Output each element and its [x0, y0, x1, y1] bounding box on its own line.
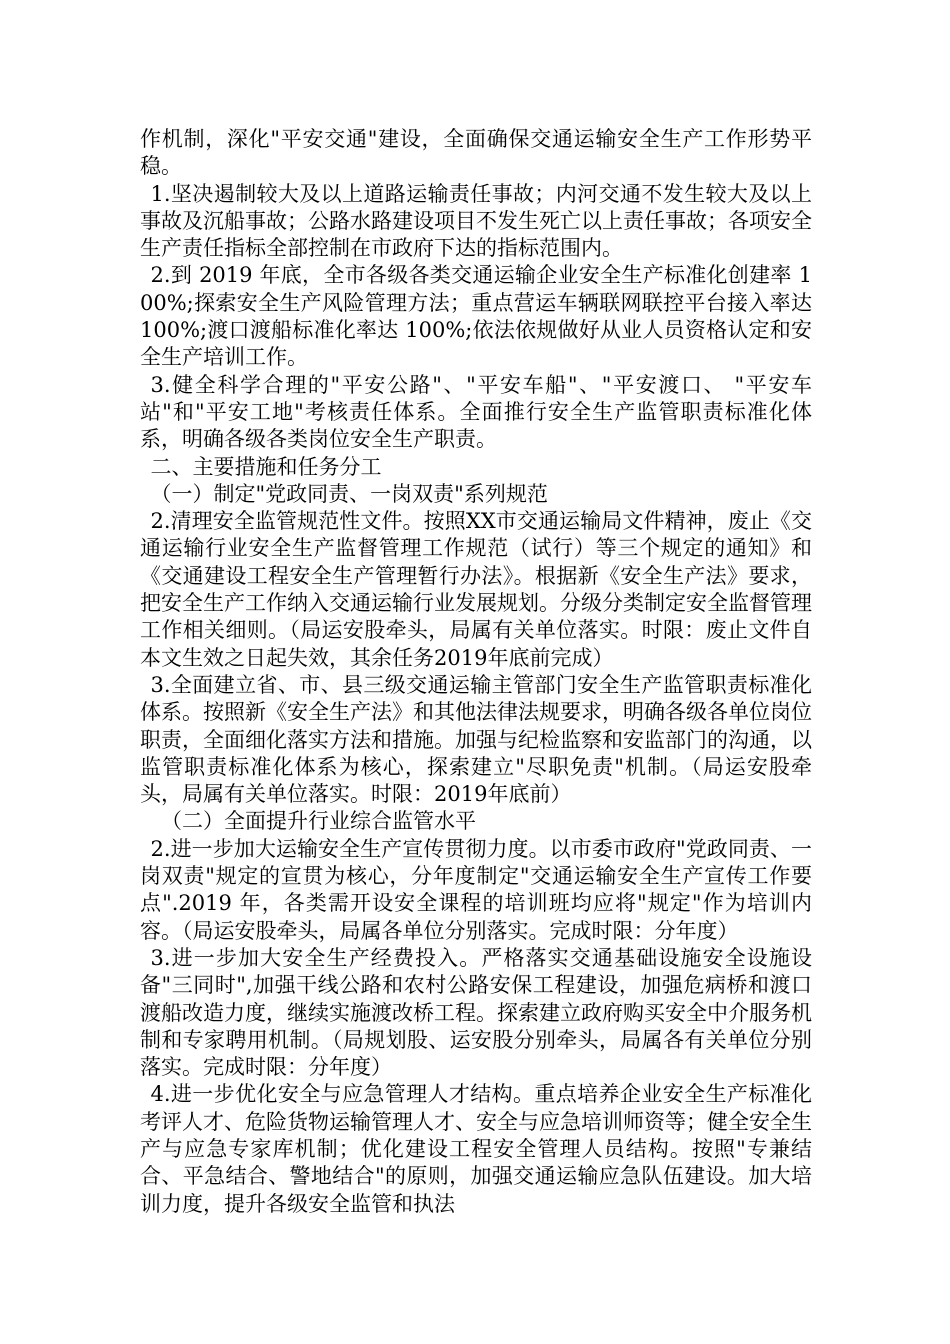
subsection-heading: （一）制定"党政同责、一岗双责"系列规范	[150, 481, 548, 506]
paragraph: 4.进一步优化安全与应急管理人才结构。重点培养企业安全生产标准化考评人才、危险货物运输管理人才、安全与应急培训师资等；健全安全生产与应急专家库机制；优化建设工程安全管理人员结构。按照"专兼结合、平急结合、警地结合"的原则，加强交通运输应急队伍建设。加大培训力度，提升各级安全监管和执法	[140, 1082, 812, 1216]
paragraph: 1.坚决遏制较大及以上道路运输责任事故；内河交通不发生较大及以上事故及沉船事故；公路水路建设项目不发生死亡以上责任事故；各项安全生产责任指标全部控制在市政府下达的指标范围内。	[140, 181, 812, 261]
paragraph: 3.健全科学合理的"平安公路"、"平安车船"、"平安渡口、 "平安车站"和"平安工地"考核责任体系。全面推行安全生产监管职责标准化体系，明确各级各类岗位安全生产职责。	[140, 372, 812, 452]
paragraph: 2.到 2019 年底，全市各级各类交通运输企业安全生产标准化创建率 100%;探索安全生产风险管理方法；重点营运车辆联网联控平台接入率达 100%;渡口渡船标准化率达 100%;依法依规做好从业人员资格认定和安全生产培训工作。	[140, 263, 812, 370]
paragraph: 3.进一步加大安全生产经费投入。严格落实交通基础设施安全设施设备"三同时",加强干线公路和农村公路安保工程建设，加强危病桥和渡口渡船改造力度，继续实施渡改桥工程。探索建立政府购买安全中介服务机制和专家聘用机制。（局规划股、运安股分别牵头，局属各有关单位分别落实。完成时限：分年度）	[140, 945, 812, 1080]
paragraph: 2.清理安全监管规范性文件。按照XX市交通运输局文件精神，废止《交通运输行业安全生产监督管理工作规范（试行）等三个规定的通知》和《交通建设工程安全生产管理暂行办法》。根据新《安全生产法》要求，把安全生产工作纳入交通运输行业发展规划。分级分类制定安全监督管理工作相关细则。（局运安股牵头，局属有关单位落实。时限：废止文件自本文生效之日起失效，其余任务2019年底前完成）	[140, 509, 812, 670]
document-body	[140, 126, 812, 1218]
section-heading: 二、主要措施和任务分工	[150, 454, 382, 479]
paragraph: 3.全面建立省、市、县三级交通运输主管部门安全生产监管职责标准化体系。按照新《安全生产法》和其他法律法规要求，明确各级各单位岗位职责，全面细化落实方法和措施。加强与纪检监察和安监部门的沟通，以监管职责标准化体系为核心，探索建立"尽职免责"机制。（局运安股牵头，局属有关单位落实。时限：2019年底前）	[140, 672, 812, 807]
paragraph: 2.进一步加大运输安全生产宣传贯彻力度。以市委市政府"党政同责、一岗双责"规定的宣贯为核心，分年度制定"交通运输安全生产宣传工作要点".2019 年，各类需开设安全课程的培训班均应将"规定"作为培训内容。（局运安股牵头，局属各单位分别落实。完成时限：分年度）	[140, 836, 812, 943]
paragraph: 作机制，深化"平安交通"建设，全面确保交通运输安全生产工作形势平稳。	[140, 127, 812, 179]
subsection-heading: （二）全面提升行业综合监管水平	[161, 809, 476, 834]
